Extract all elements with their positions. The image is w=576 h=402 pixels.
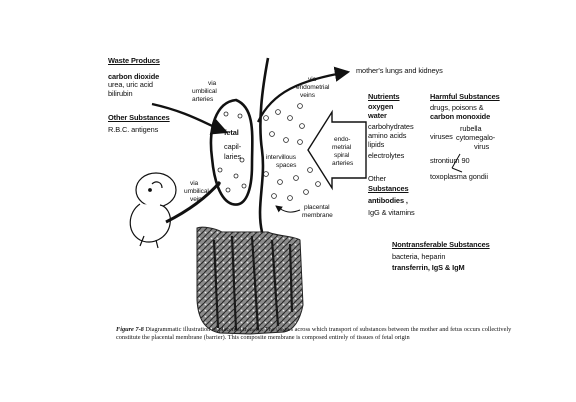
nutrient-item: water bbox=[368, 111, 387, 120]
label-endometrial: endometrial bbox=[296, 84, 330, 91]
label-laries: laries bbox=[224, 152, 242, 161]
nutrient-item: carbohydrates bbox=[368, 122, 414, 131]
nutrient-item: amino acids bbox=[368, 131, 407, 140]
figure-label: Figure 7-8 bbox=[116, 326, 144, 333]
label-veins: veins bbox=[300, 92, 315, 99]
fetus-drawing bbox=[130, 173, 176, 248]
harmful-title: Harmful Substances bbox=[430, 92, 500, 101]
virus-item: cytomegalo- bbox=[456, 133, 496, 142]
label-via: via bbox=[208, 80, 217, 87]
label-endo: endo- bbox=[334, 136, 351, 143]
nutrients-other-title2: Substances bbox=[368, 184, 409, 193]
label-capil: capil- bbox=[224, 142, 242, 151]
label-arteries: arteries bbox=[192, 96, 214, 103]
label-via: via bbox=[190, 180, 199, 187]
membrane-pointer bbox=[276, 206, 300, 212]
villous-tissue-band bbox=[197, 227, 303, 334]
label-spiral: spiral bbox=[334, 152, 350, 159]
label-placental: placental bbox=[304, 204, 330, 211]
waste-other-item: R.B.C. antigens bbox=[108, 125, 159, 134]
label-umbilical: umbilical bbox=[192, 88, 217, 95]
nontransferable-item: bacteria, heparin bbox=[392, 252, 446, 261]
label-fetal: fetal bbox=[224, 128, 239, 137]
label-vein: vein bbox=[190, 196, 202, 203]
figure-caption bbox=[116, 326, 536, 343]
waste-item: urea, uric acid bbox=[108, 80, 153, 89]
label-umbilical: umbilical bbox=[184, 188, 209, 195]
nutrients-title: Nutrients bbox=[368, 92, 400, 101]
nutrients-other-title: Other bbox=[368, 174, 386, 183]
nutrients-other-item: antibodies , bbox=[368, 196, 408, 205]
label-arteries: arteries bbox=[332, 160, 354, 167]
septum-line bbox=[260, 58, 268, 232]
nutrient-item: oxygen bbox=[368, 102, 394, 111]
virus-item: virus bbox=[474, 142, 490, 151]
label-membrane: membrane bbox=[302, 212, 333, 219]
nutrients-other-item: IgG & vitamins bbox=[368, 208, 415, 217]
label-spaces: spaces bbox=[276, 162, 297, 169]
nontransferable-title: Nontransferable Substances bbox=[392, 240, 490, 249]
harmful-item: carbon monoxide bbox=[430, 112, 491, 121]
figure-caption-text: Diagrammatic illustration of placental transfer. The tissues across which transport of substances between the mother and fetus occurs collectively constitute the placental membrane (barrier). This composite membrane is composed entirely of tissues of fetal origin bbox=[116, 326, 512, 342]
harmful-viruses: viruses bbox=[430, 132, 453, 141]
waste-item: bilirubin bbox=[108, 89, 133, 98]
waste-title: Waste Producs bbox=[108, 56, 160, 65]
harmful-item: toxoplasma gondii bbox=[430, 172, 488, 181]
nontransferable-item: transferrin, IgS & IgM bbox=[392, 263, 465, 272]
nutrient-item: electrolytes bbox=[368, 151, 405, 160]
harmful-item: drugs, poisons & bbox=[430, 103, 484, 112]
nutrient-item: lipids bbox=[368, 140, 385, 149]
harmful-item: strontium 90 bbox=[430, 156, 470, 165]
waste-item: carbon dioxide bbox=[108, 72, 160, 81]
label-mothers-lungs: mother's lungs and kidneys bbox=[356, 66, 443, 75]
label-via: via bbox=[308, 76, 317, 83]
label-metrial: metrial bbox=[332, 144, 352, 151]
waste-other-title: Other Substances bbox=[108, 113, 170, 122]
label-intervillous: intervillous bbox=[266, 154, 296, 161]
virus-item: rubella bbox=[460, 124, 482, 133]
